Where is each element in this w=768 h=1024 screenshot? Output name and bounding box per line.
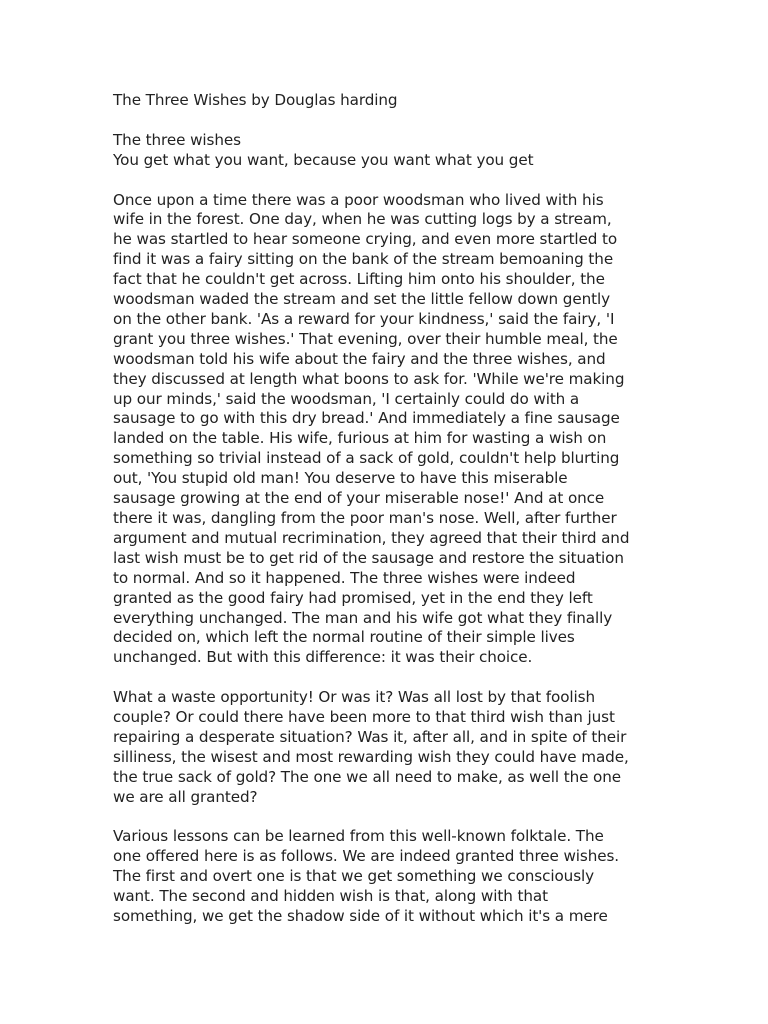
- spacer: [113, 171, 673, 191]
- paragraph: [113, 191, 673, 669]
- paragraph-line: couple? Or could there have been more to that third wish than just: [113, 708, 615, 727]
- paragraph-line: repairing a desperate situation? Was it, after all, and in spite of their: [113, 727, 627, 746]
- spacer: [113, 668, 673, 688]
- paragraph-line: What a waste opportunity! Or was it? Was all lost by that foolish: [113, 688, 595, 707]
- paragraph-line: Various lessons can be learned from this well-known folktale. The: [113, 827, 604, 846]
- section-heading: The three wishes: [113, 130, 241, 149]
- body-text: [113, 191, 673, 928]
- paragraph-line: woodsman waded the stream and set the little fellow down gently: [113, 290, 610, 309]
- paragraph-line: one offered here is as follows. We are indeed granted three wishes.: [113, 847, 620, 866]
- paragraph-line: decided on, which left the normal routine of their simple lives: [113, 628, 575, 647]
- paragraph-line: Once upon a time there was a poor woodsman who lived with his: [113, 190, 604, 209]
- paragraph-line: argument and mutual recrimination, they agreed that their third and: [113, 528, 630, 547]
- paragraph-line: there it was, dangling from the poor man's nose. Well, after further: [113, 509, 617, 527]
- paragraph-line: he was startled to hear someone crying, and even more startled to: [113, 230, 618, 249]
- paragraph-line: on the other bank. 'As a reward for your kindness,' said the fairy, 'I: [113, 309, 615, 328]
- paragraph-line: they discussed at length what boons to ask for. 'While we're making: [113, 369, 625, 388]
- section-subheading: You get what you want, because you want what you get: [113, 150, 534, 169]
- paragraph-line: grant you three wishes.' That evening, over their humble meal, the: [113, 329, 618, 348]
- paragraph: [113, 827, 673, 927]
- paragraph-line: up our minds,' said the woodsman, 'I certainly could do with a: [113, 389, 580, 408]
- paragraph-line: something so trivial instead of a sack of gold, couldn't help blurting: [113, 449, 620, 468]
- paragraph-line: the true sack of gold? The one we all need to make, as well the one: [113, 767, 622, 786]
- paragraph-line: out, 'You stupid old man! You deserve to have this miserable: [113, 469, 568, 488]
- paragraph-line: last wish must be to get rid of the sausage and restore the situation: [113, 548, 624, 567]
- paragraph-line: sausage growing at the end of your miserable nose!' And at once: [113, 489, 605, 508]
- paragraph-line: everything unchanged. The man and his wife got what they finally: [113, 608, 613, 627]
- paragraph-line: granted as the good fairy had promised, yet in the end they left: [113, 588, 593, 607]
- paragraph: [113, 688, 673, 807]
- paragraph-line: want. The second and hidden wish is that, along with that: [113, 887, 548, 906]
- paragraph-line: something, we get the shadow side of it without which it's a mere: [113, 907, 608, 926]
- document-title: The Three Wishes by Douglas harding: [113, 91, 398, 109]
- paragraph-line: woodsman told his wife about the fairy and the three wishes, and: [113, 349, 606, 368]
- paragraph-line: The first and overt one is that we get something we consciously: [113, 867, 595, 886]
- paragraph-line: silliness, the wisest and most rewarding wish they could have made,: [113, 747, 629, 766]
- paragraph-line: wife in the forest. One day, when he was cutting logs by a stream,: [113, 210, 612, 229]
- paragraph-line: fact that he couldn't get across. Lifting him onto his shoulder, the: [113, 270, 605, 289]
- paragraph-line: landed on the table. His wife, furious at him for wasting a wish on: [113, 429, 607, 448]
- paragraph-line: to normal. And so it happened. The three wishes were indeed: [113, 568, 576, 587]
- paragraph-line: sausage to go with this dry bread.' And immediately a fine sausage: [113, 409, 620, 428]
- paragraph-line: find it was a fairy sitting on the bank of the stream bemoaning the: [113, 250, 614, 269]
- document-page: [113, 91, 673, 927]
- paragraph-line: we are all granted?: [113, 787, 258, 806]
- paragraph-line: unchanged. But with this difference: it was their choice.: [113, 648, 533, 667]
- spacer: [113, 808, 673, 828]
- spacer: [113, 111, 673, 131]
